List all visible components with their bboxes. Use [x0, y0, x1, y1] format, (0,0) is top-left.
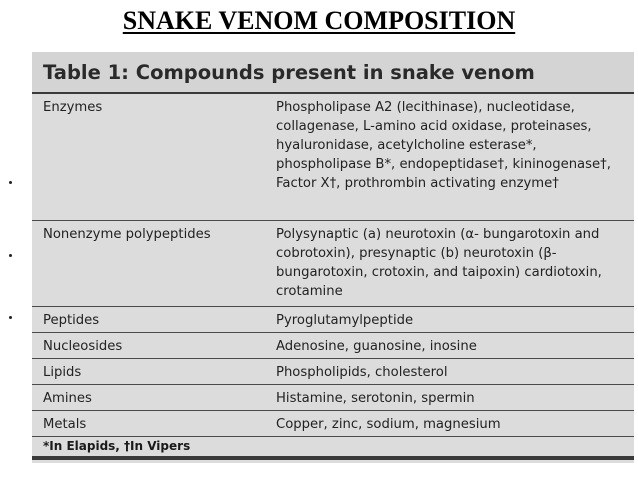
row-name: Amines: [43, 391, 92, 406]
table-row-amines: [32, 385, 634, 411]
table-body: [32, 94, 634, 437]
row-name: Metals: [43, 417, 87, 432]
slide-title: [0, 6, 638, 36]
row-name: Lipids: [43, 365, 82, 380]
row-value: Histamine, serotonin, spermin: [276, 391, 475, 406]
row-value: Adenosine, guanosine, inosine: [276, 339, 477, 354]
row-value: Pyroglutamylpeptide: [276, 313, 414, 328]
bullet-dot: [9, 181, 12, 184]
row-value: Copper, zinc, sodium, magnesium: [276, 417, 501, 432]
bullet-dot: [9, 316, 12, 319]
row-name: Peptides: [43, 313, 100, 328]
table-row-metals: [32, 411, 634, 437]
row-name: Enzymes: [43, 100, 103, 115]
table-row-enzymes: [32, 94, 634, 221]
table-bottom-rule: [32, 456, 634, 460]
bullet-dot: [9, 254, 12, 257]
row-value: Phospholipase A2 (lecithinase), nucleotidase, collagenase, L-amino acid oxidase, proteinases, hyaluronidase, acetylcholine esterase*, phospholipase B*, endopeptidase†, kininogenase†, Factor X†, prothrombin activating enzyme†: [276, 100, 611, 191]
row-name: Nonenzyme polypeptides: [43, 227, 211, 242]
row-name: Nucleosides: [43, 339, 123, 354]
row-value: Polysynaptic (a) neurotoxin (α- bungarotoxin and cobrotoxin), presynaptic (b) neurotoxin (β- bungarotoxin, crotoxin, and taipoxin) cardiotoxin, crotamine: [276, 227, 602, 299]
table-row-peptides: [32, 307, 634, 333]
table-title: Table 1: Compounds present in snake venom: [32, 52, 634, 94]
table-row-nonenzyme-polypeptides: [32, 221, 634, 307]
table-row-nucleosides: [32, 333, 634, 359]
slide-title-text: SNAKE VENOM COMPOSITION: [122, 6, 516, 35]
row-value: Phospholipids, cholesterol: [276, 365, 448, 380]
table-footnote: *In Elapids, †In Vipers: [43, 439, 191, 453]
compounds-table: [32, 52, 634, 463]
table-row-lipids: [32, 359, 634, 385]
